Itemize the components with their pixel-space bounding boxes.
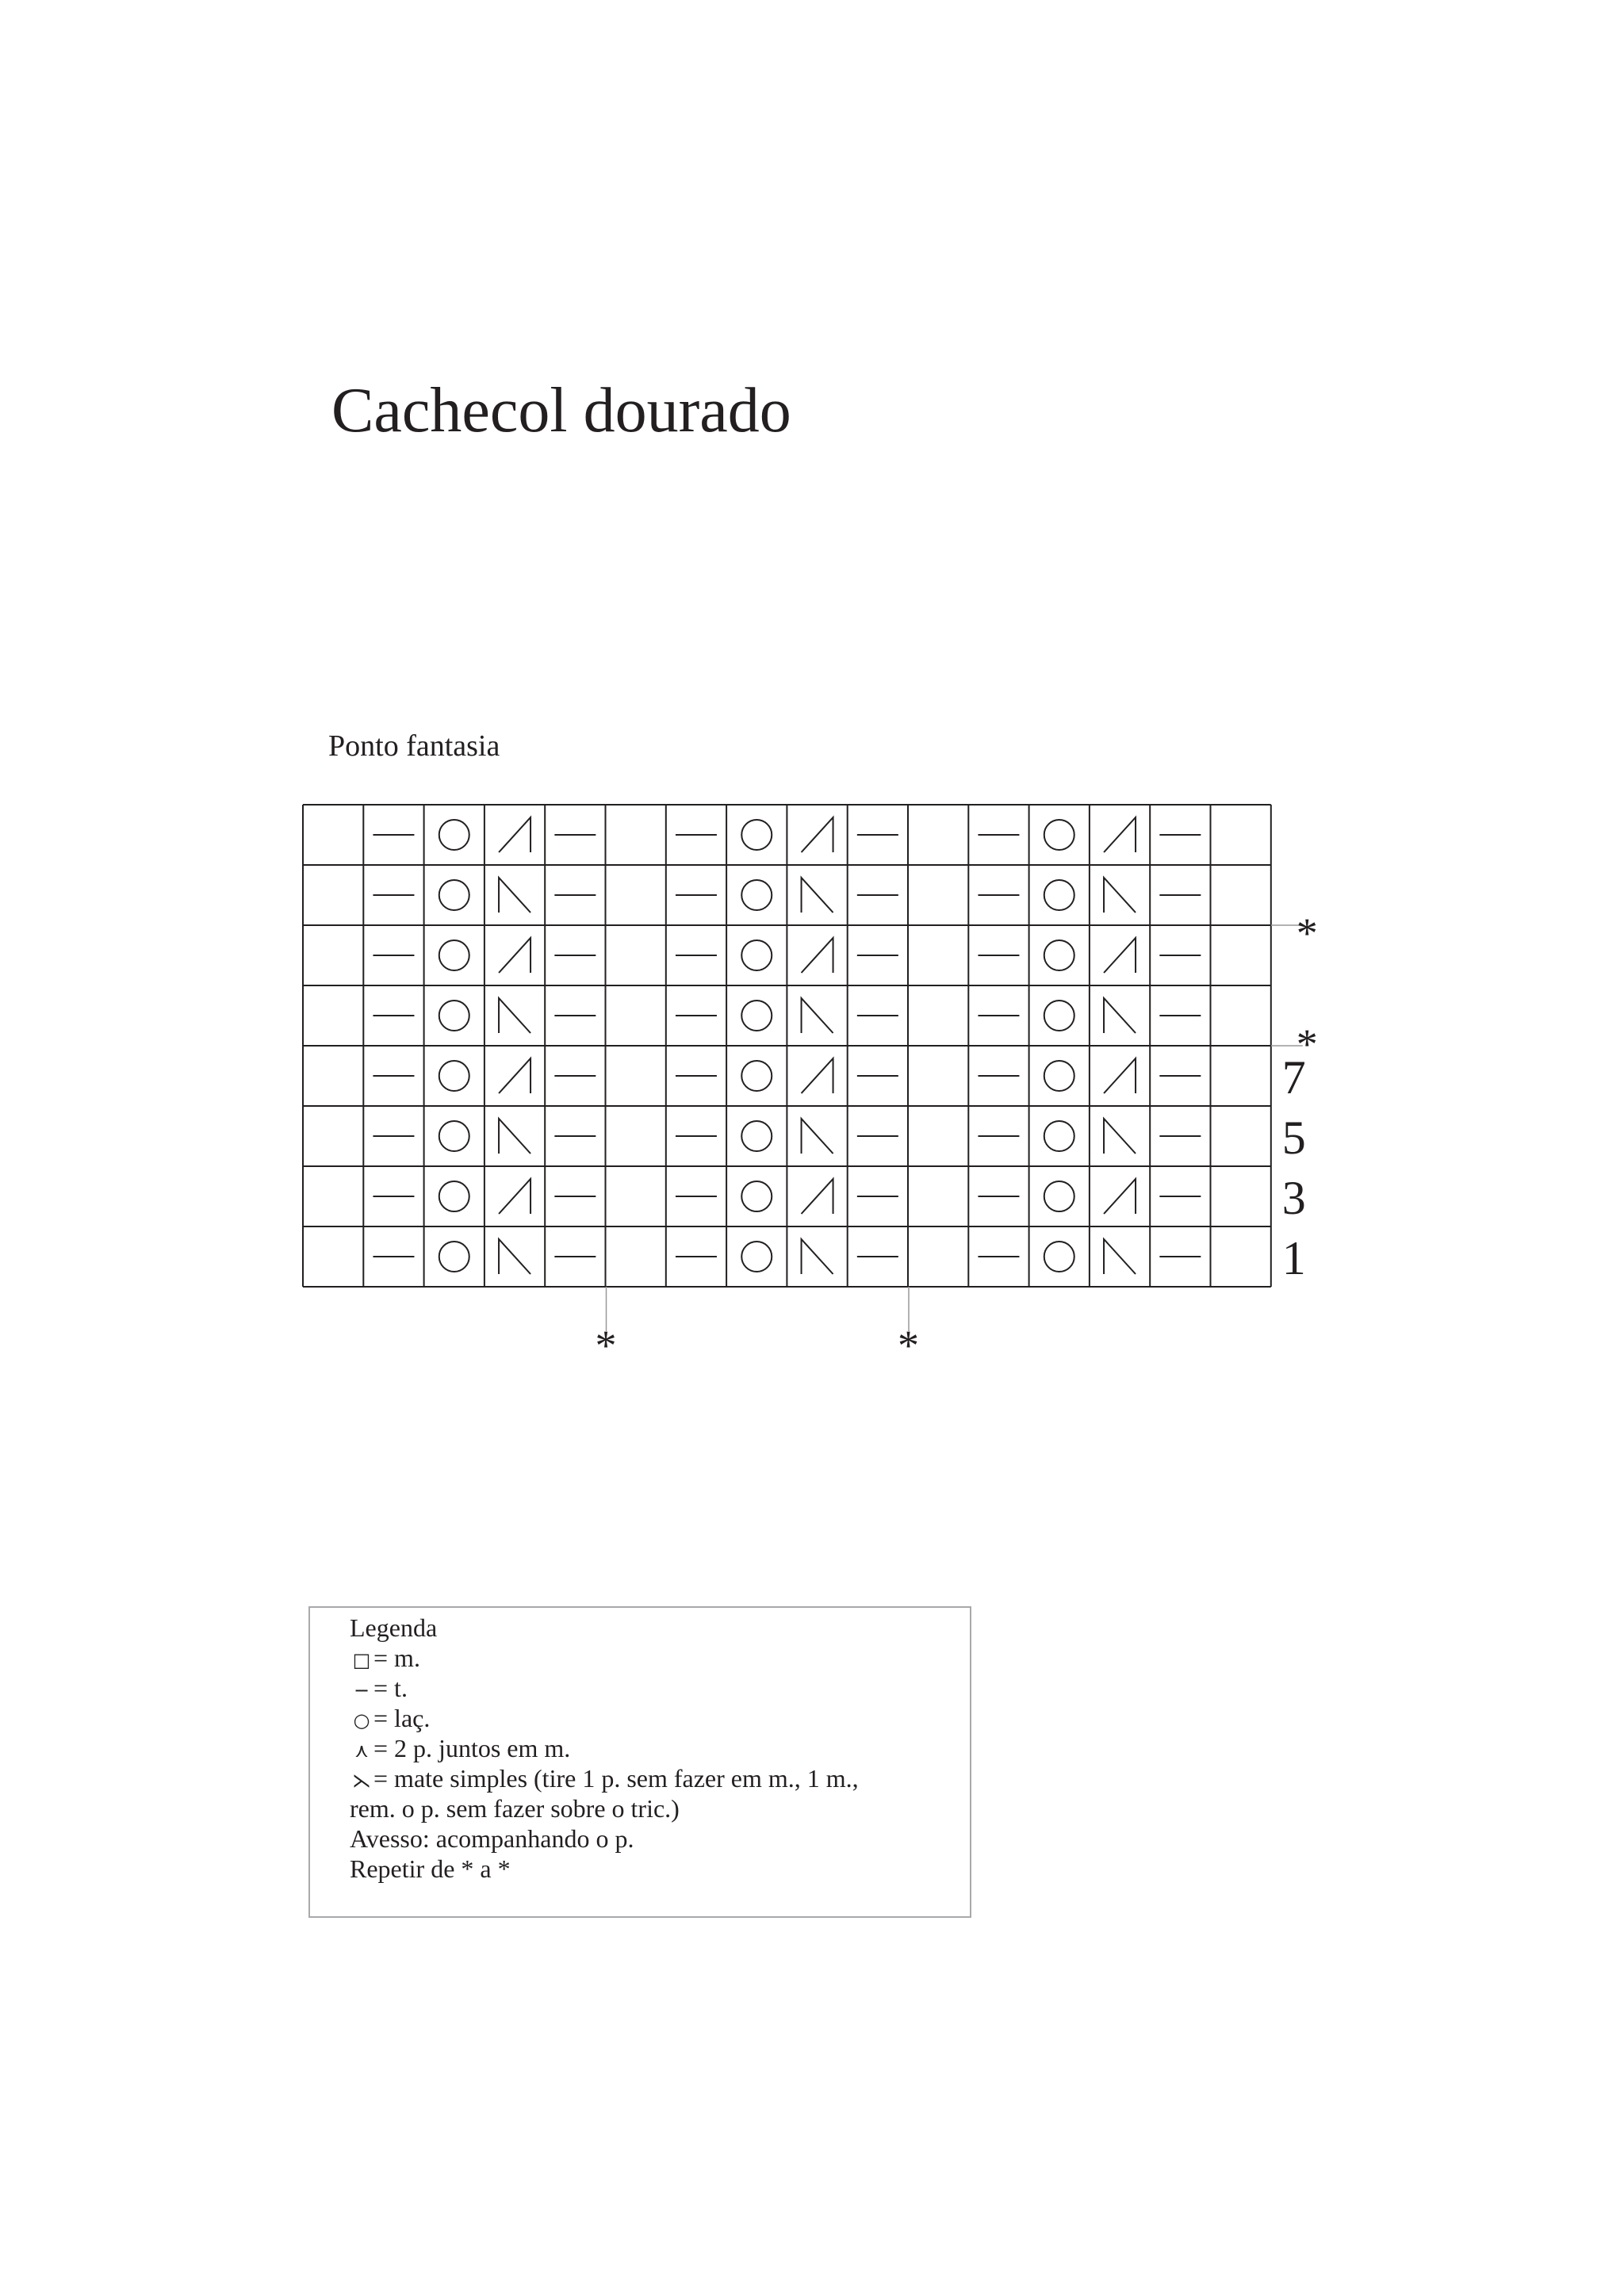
ssk-mark: [802, 1119, 833, 1154]
legend-item-text: = t.: [373, 1674, 408, 1702]
yarn-over-circle-mark: [741, 940, 772, 970]
chart-subtitle: Ponto fantasia: [328, 729, 500, 763]
ssk-mark: [1104, 878, 1136, 913]
square-symbol-icon: □: [352, 1649, 371, 1671]
ssk-mark: [499, 1239, 530, 1274]
k2tog-mark: [499, 938, 530, 973]
yarn-over-circle-mark: [1044, 880, 1074, 910]
legend: [350, 1613, 859, 1884]
k2tog-mark: [802, 1179, 833, 1214]
ssk-mark: [802, 1239, 833, 1274]
ssk-symbol-icon: ⋋: [352, 1770, 371, 1792]
page-title: Cachecol dourado: [331, 376, 791, 446]
row-label: 7: [1281, 1051, 1306, 1104]
yarn-over-circle-mark: [439, 1121, 469, 1151]
yarn-over-circle-mark: [439, 1242, 469, 1272]
k2tog-mark: [1104, 817, 1136, 852]
legend-note-reverse: Avesso: acompanhando o p.: [350, 1824, 634, 1853]
yarn-over-circle-mark: [1044, 1001, 1074, 1031]
legend-item: [350, 1643, 859, 1673]
circle-symbol-icon: ○: [353, 1709, 370, 1732]
legend-item: [350, 1703, 859, 1733]
yarn-over-circle-mark: [1044, 820, 1074, 850]
row-label: 3: [1281, 1172, 1306, 1224]
yarn-over-circle-mark: [741, 1181, 772, 1211]
yarn-over-circle-mark: [439, 820, 469, 850]
yarn-over-circle-mark: [741, 820, 772, 850]
k2tog-mark: [802, 1058, 833, 1093]
repeat-marker: *: [1296, 1020, 1318, 1068]
legend-item-text: = mate simples (tire 1 p. sem fazer em m., 1 m.,: [373, 1764, 859, 1793]
row-label: 5: [1281, 1112, 1306, 1164]
yarn-over-circle-mark: [1044, 1061, 1074, 1091]
ssk-mark: [802, 878, 833, 913]
legend-item: [350, 1733, 859, 1763]
k2tog-mark: [1104, 1058, 1136, 1093]
yarn-over-circle-mark: [1044, 1242, 1074, 1272]
repeat-marker: *: [898, 1322, 919, 1369]
row-label: 1: [1281, 1232, 1306, 1284]
yarn-over-circle-mark: [741, 1061, 772, 1091]
k2tog-mark: [499, 1058, 530, 1093]
ssk-mark: [499, 878, 530, 913]
yarn-over-circle-mark: [741, 1001, 772, 1031]
ssk-mark: [1104, 998, 1136, 1033]
legend-heading: Legenda: [350, 1613, 438, 1642]
k2tog-mark: [1104, 938, 1136, 973]
yarn-over-circle-mark: [741, 1242, 772, 1272]
k2tog-mark: [499, 1179, 530, 1214]
yarn-over-circle-mark: [439, 1181, 469, 1211]
legend-item-text: = m.: [373, 1644, 420, 1672]
ssk-mark: [1104, 1119, 1136, 1154]
k2tog-symbol-icon: ⋏: [354, 1739, 369, 1762]
legend-item: [350, 1673, 859, 1703]
ssk-mark: [802, 998, 833, 1033]
repeat-marker: *: [1296, 909, 1318, 957]
legend-continuation: rem. o p. sem fazer sobre o tric.): [350, 1794, 680, 1823]
yarn-over-circle-mark: [741, 880, 772, 910]
legend-item-text: = laç.: [373, 1704, 431, 1732]
k2tog-mark: [802, 938, 833, 973]
legend-item-text: = 2 p. juntos em m.: [373, 1734, 571, 1762]
ssk-mark: [1104, 1239, 1136, 1274]
k2tog-mark: [1104, 1179, 1136, 1214]
yarn-over-circle-mark: [1044, 1181, 1074, 1211]
legend-note-repeat: Repetir de * a *: [350, 1854, 511, 1883]
dash-symbol-icon: −: [353, 1679, 370, 1701]
yarn-over-circle-mark: [741, 1121, 772, 1151]
yarn-over-circle-mark: [1044, 1121, 1074, 1151]
ssk-mark: [499, 1119, 530, 1154]
yarn-over-circle-mark: [439, 940, 469, 970]
yarn-over-circle-mark: [439, 1061, 469, 1091]
repeat-marker: *: [595, 1322, 617, 1369]
yarn-over-circle-mark: [1044, 940, 1074, 970]
k2tog-mark: [499, 817, 530, 852]
ssk-mark: [499, 998, 530, 1033]
k2tog-mark: [802, 817, 833, 852]
yarn-over-circle-mark: [439, 880, 469, 910]
legend-item: [350, 1763, 859, 1793]
yarn-over-circle-mark: [439, 1001, 469, 1031]
